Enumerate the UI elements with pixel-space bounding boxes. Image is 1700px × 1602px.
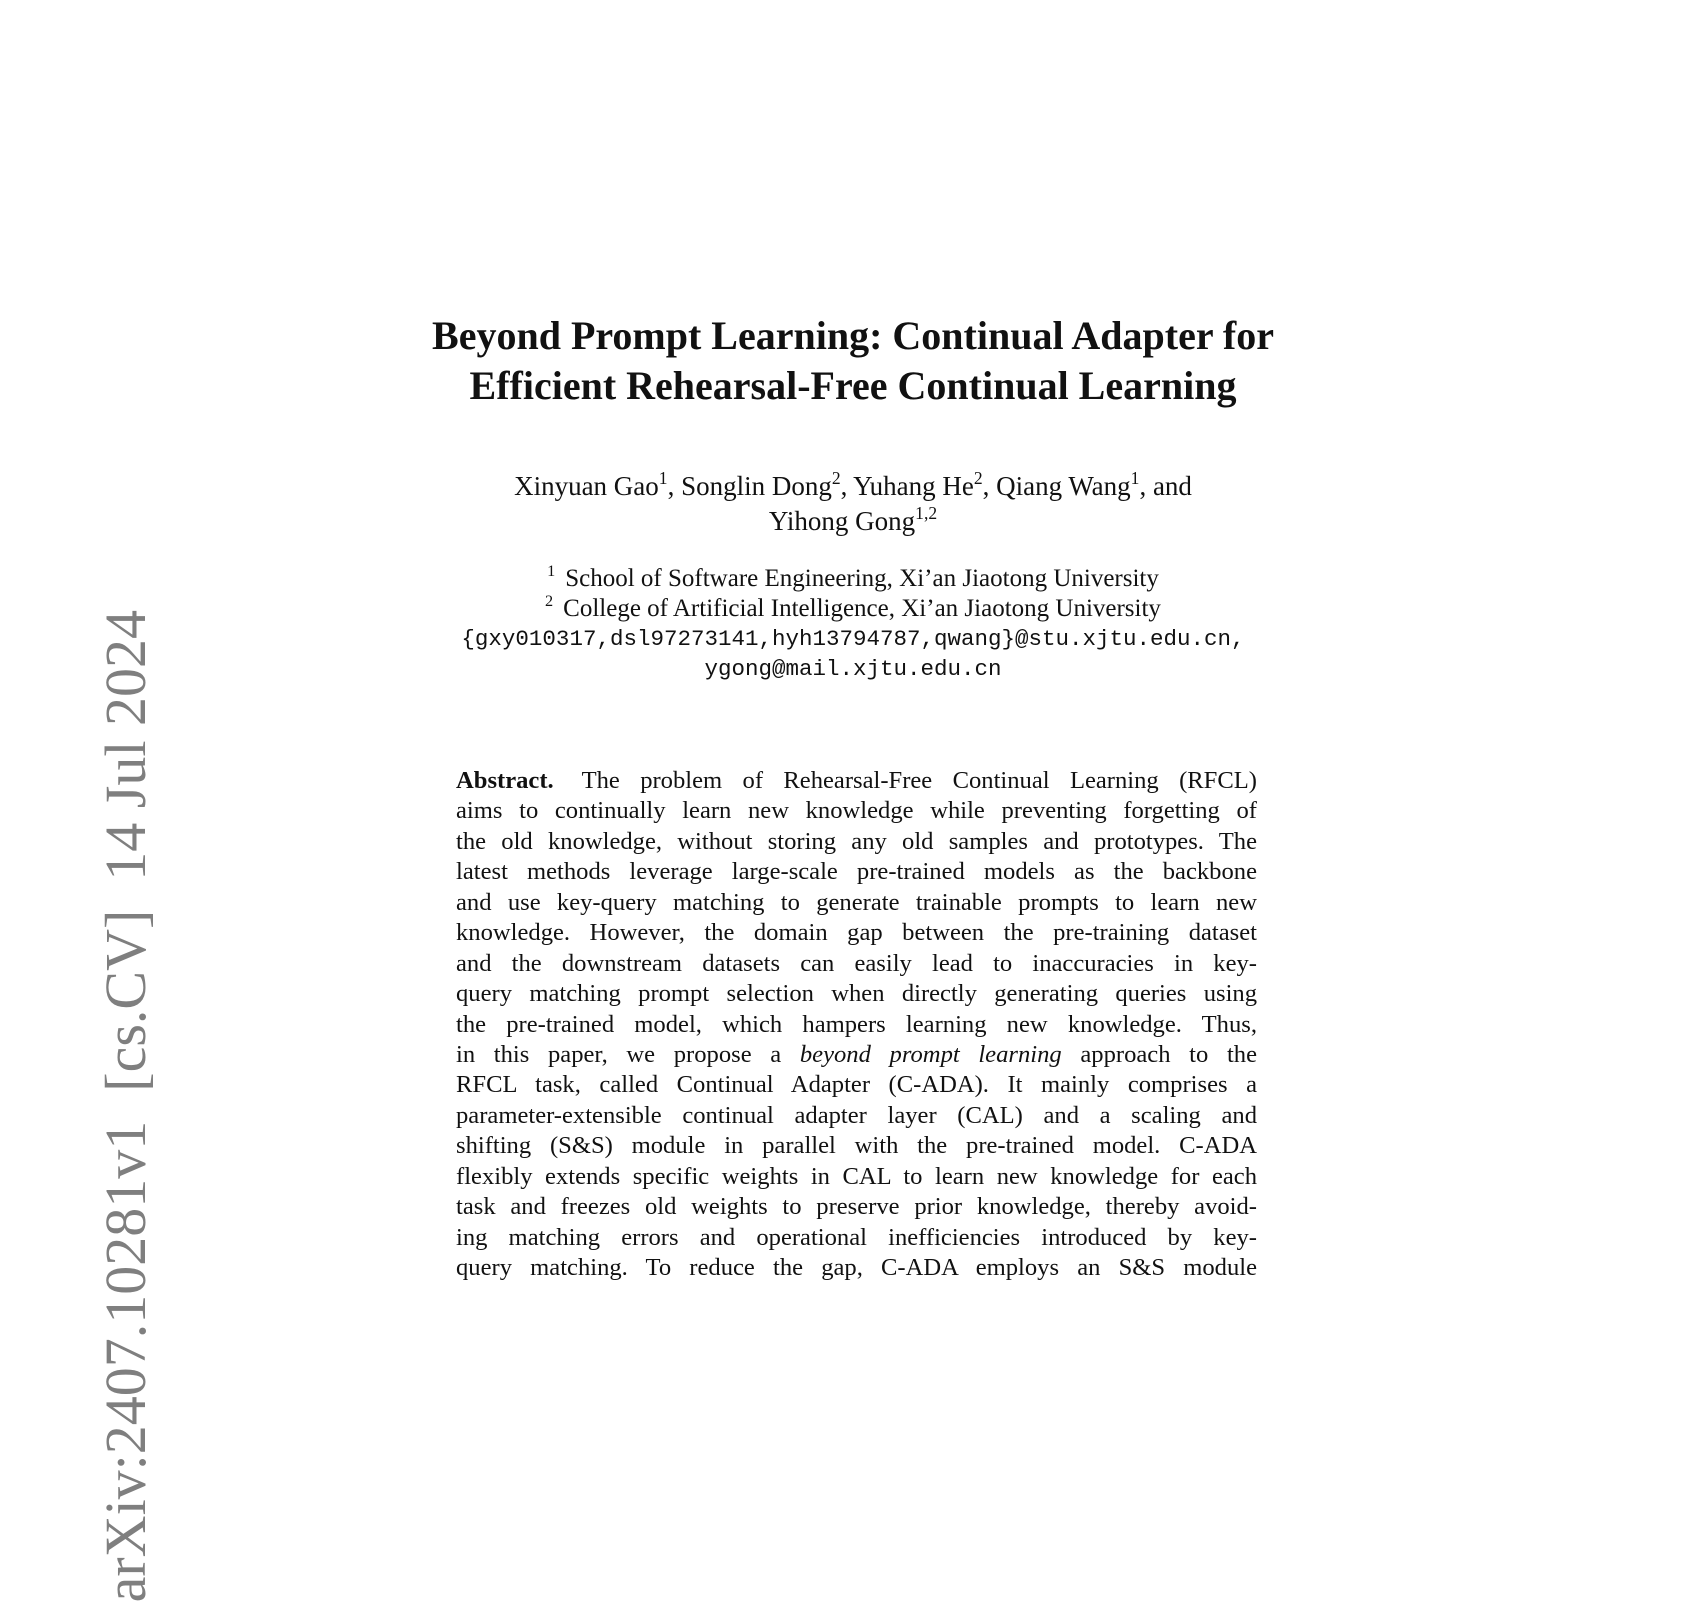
emphasized-phrase: beyond prompt learning <box>799 1040 1062 1068</box>
abstract-line: query matching prompt selection when directly generating queries using <box>456 980 1257 1008</box>
author-name: Qiang Wang <box>996 471 1131 501</box>
abstract-line: Abstract. The problem of Rehearsal-Free Continual Learning (RFCL) <box>456 767 1257 794</box>
abstract <box>456 766 1257 1283</box>
author-line-1: Xinyuan Gao$^1$, Songlin Dong$^2$, Yuhang He$^2$, Qiang Wang$^1$, and <box>514 468 1192 501</box>
arxiv-identifier: arXiv:2407.10281v1 <box>93 1120 158 1602</box>
abstract-line: parameter-extensible continual adapter layer (CAL) and a scaling and <box>456 1101 1257 1129</box>
author-line-2 <box>300 504 1406 539</box>
paper-title <box>300 311 1406 411</box>
author-list <box>300 469 1406 539</box>
abstract-line: flexibly extends specific weights in CAL to learn new knowledge for each <box>456 1162 1257 1190</box>
title-line-2: Efficient Rehearsal-Free Continual Learning <box>469 363 1237 408</box>
abstract-line: latest methods leverage large-scale pre-trained models as the backbone <box>456 858 1257 886</box>
abstract-line: aims to continually learn new knowledge while preventing forgetting of <box>456 797 1257 825</box>
abstract-line: query matching. To reduce the gap, C-ADA employs an S&S module <box>456 1254 1257 1281</box>
abstract-line: task and freezes old weights to preserve prior knowledge, thereby avoid- <box>456 1193 1257 1221</box>
abstract-line: knowledge. However, the domain gap between the pre-training dataset <box>456 919 1257 947</box>
author-conjunction: , and <box>1139 471 1192 501</box>
email-line-1[interactable]: {gxy010317,dsl97273141,hyh13794787,qwang}@stu.xjtu.edu.cn, <box>461 626 1245 652</box>
abstract-line: in this paper, we propose a beyond prompt learning approach to the <box>456 1040 1257 1068</box>
affiliation-mark: 1 <box>547 562 556 581</box>
affiliation-marker: 1,2 <box>915 503 938 524</box>
arxiv-date: 14 Jul 2024 <box>93 610 158 881</box>
arxiv-category: [cs.CV] <box>93 909 158 1092</box>
affiliation-mark: 2 <box>545 592 554 611</box>
affiliations <box>300 564 1406 684</box>
affiliation-text: College of Artificial Intelligence, Xi’an Jiaotong University <box>563 595 1161 622</box>
abstract-line: the old knowledge, without storing any old samples and prototypes. The <box>456 827 1257 855</box>
abstract-line: RFCL task, called Continual Adapter (C-ADA). It mainly comprises a <box>456 1071 1257 1099</box>
affiliation-2 <box>300 594 1406 624</box>
abstract-label: Abstract. <box>456 767 554 794</box>
affiliation-marker: 1 <box>658 468 668 489</box>
author-name: Xinyuan Gao <box>514 471 659 501</box>
title-line-1: Beyond Prompt Learning: Continual Adapter for <box>432 313 1274 358</box>
affiliation-marker: 2 <box>973 468 983 489</box>
author-name: Yihong Gong <box>768 506 916 536</box>
abstract-line: the pre-trained model, which hampers learning new knowledge. Thus, <box>456 1010 1257 1038</box>
affiliation-text: School of Software Engineering, Xi’an Jiaotong University <box>565 565 1159 592</box>
affiliation-marker: 2 <box>831 468 841 489</box>
email-line-2[interactable]: ygong@mail.xjtu.edu.cn <box>704 656 1002 682</box>
abstract-line: and the downstream datasets can easily lead to inaccuracies in key- <box>456 949 1257 977</box>
affiliation-marker: 1 <box>1130 468 1140 489</box>
arxiv-stamp <box>93 610 158 1602</box>
affiliation-1 <box>300 564 1406 594</box>
author-name: Songlin Dong <box>681 471 832 501</box>
abstract-line: and use key-query matching to generate trainable prompts to learn new <box>456 888 1257 916</box>
author-name: Yuhang He <box>853 471 974 501</box>
abstract-line: shifting (S&S) module in parallel with the pre-trained model. C-ADA <box>456 1132 1257 1160</box>
abstract-line: ing matching errors and operational inefficiencies introduced by key- <box>456 1223 1257 1251</box>
